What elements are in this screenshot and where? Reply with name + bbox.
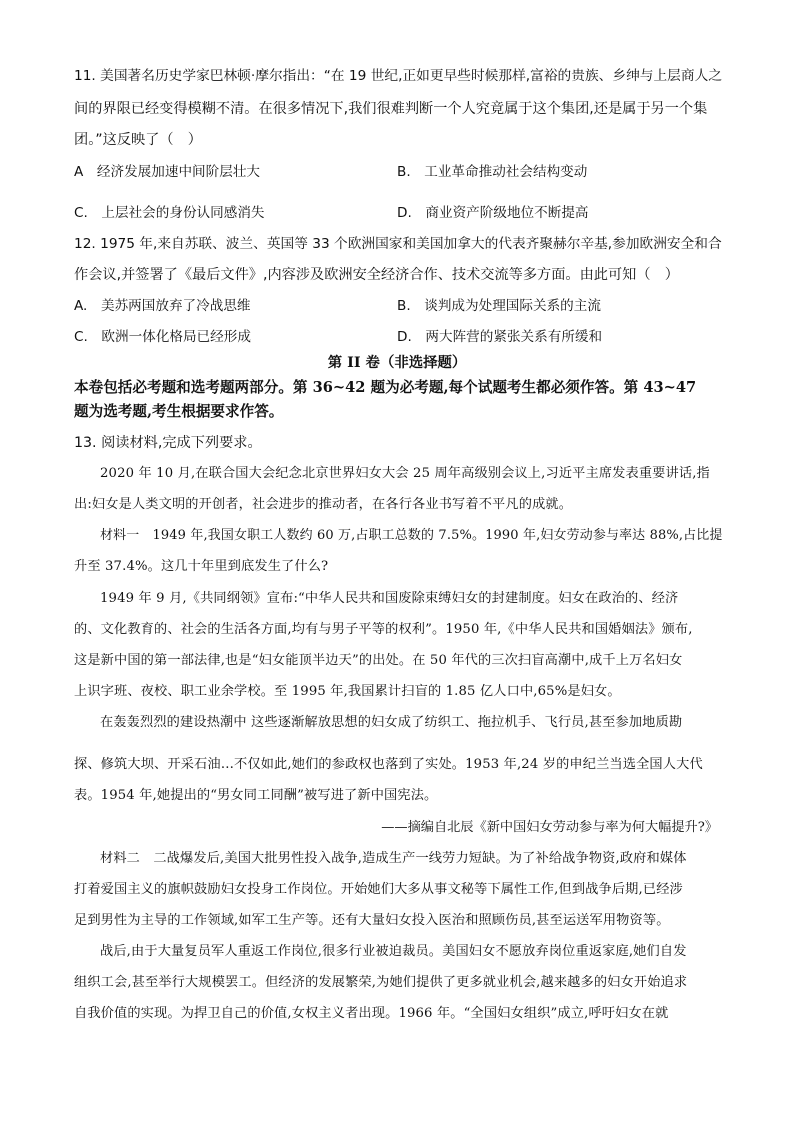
q13-line: 自我价值的实现。为捍卫自己的价值,女权主义者出现。1966 年。“全国妇女组织”成立,呼吁妇女在就 [74,1006,669,1021]
q12-option-c: C. 欧洲一体化格局已经形成 [74,329,251,345]
q13-line: 升至 37.4%。这几十年里到底发生了什么? [74,559,329,574]
q13-line: 探、修筑大坝、开采石油…不仅如此,她们的参政权也落到了实处。1953 年,24 岁的申纪兰当选全国人大代 [74,757,703,772]
q11-line-2: 间的界限已经变得模糊不清。在很多情况下,我们很难判断一个人究竟属于这个集团,还是属于另一个集 [74,101,708,117]
q12-option-d: D. 两大阵营的紧张关系有所缓和 [397,329,603,345]
q13-prompt: 13. 阅读材料,完成下列要求。 [74,435,262,451]
q11-option-c: C. 上层社会的身份认同感消失 [74,205,265,221]
q12-option-a: A. 美苏两国放弃了冷战思维 [74,298,251,314]
q12-line-1: 12. 1975 年,来自苏联、波兰、英国等 33 个欧洲国家和美国加拿大的代表齐聚赫尔辛基,参加欧洲安全和合 [74,236,722,252]
q11-option-a: A 经济发展加速中间阶层壮大 [74,164,261,180]
q11-line-1: 11. 美国著名历史学家巴林顿·摩尔指出：“在 19 世纪,正如更早些时候那样,富裕的贵族、乡绅与上层商人之 [74,68,722,84]
section-intro-line-2: 题为选考题,考生根据要求作答。 [74,403,284,420]
q13-line: 表。1954 年,她提出的“男女同工同酬”被写进了新中国宪法。 [74,788,438,803]
q13-line: 打着爱国主义的旗帜鼓励妇女投身工作岗位。开始她们大多从事文秘等下属性工作,但到战争后期,已经涉 [74,882,683,897]
section-title: 第 II 卷（非选择题） [327,354,467,371]
q13-line: 1949 年 9 月,《共同纲领》宣布:“中华人民共和国废除束缚妇女的封建制度。妇女在政治的、经济 [100,591,679,606]
q12-option-b: B. 谈判成为处理国际关系的主流 [397,298,601,314]
q13-citation: ——摘编自北辰《新中国妇女劳动参与率为何大幅提升?》 [381,820,718,835]
q13-line: 上识字班、夜校、职工业余学校。至 1995 年,我国累计扫盲的 1.85 亿人口中,65%是妇女。 [74,684,621,699]
q13-line: 在轰轰烈烈的建设热潮中 这些逐渐解放思想的妇女成了纺织工、拖拉机手、飞行员,甚至参加地质勘 [100,715,683,730]
q13-line: 材料二 二战爆发后,美国大批男性投入战争,造成生产一线劳力短缺。为了补给战争物资,政府和媒体 [100,851,687,866]
q13-line: 材料一 1949 年,我国女职工人数约 60 万,占职工总数的 7.5%。1990 年,妇女劳动参与率达 88%,占比提 [100,528,723,543]
q13-line: 2020 年 10 月,在联合国大会纪念北京世界妇女大会 25 周年高级别会议上,习近平主席发表重要讲话,指 [100,466,710,481]
q11-option-d: D. 商业资产阶级地位不断提高 [397,205,589,221]
q13-line: 组织工会,甚至举行大规模罢工。但经济的发展繁荣,为她们提供了更多就业机会,越来越多的妇女开始追求 [74,975,688,990]
section-intro-line-1: 本卷包括必考题和选考题两部分。第 36~42 题为必考题,每个试题考生都必须作答。第 43~47 [74,379,697,396]
q13-line: 的、文化教育的、社会的生活各方面,均有与男子平等的权利”。1950 年,《中华人民共和国婚姻法》颁布, [74,622,693,637]
q13-line: 这是新中国的第一部法律,也是“妇女能顶半边天”的出处。在 50 年代的三次扫盲高潮中,成千上万名妇女 [74,653,683,668]
q13-line: 战后,由于大量复员军人重返工作岗位,很多行业被迫裁员。美国妇女不愿放弃岗位重返家庭,她们自发 [100,944,687,959]
q12-line-2: 作会议,并签署了《最后文件》,内容涉及欧洲安全经济合作、技术交流等多方面。由此可知（ ） [74,267,679,283]
q11-line-3: 团。”这反映了（ ） [74,132,202,148]
q13-line: 足到男性为主导的工作领域,如军工生产等。还有大量妇女投入医治和照顾伤员,甚至运送军用物资等。 [74,913,670,928]
q11-option-b: B. 工业革命推动社会结构变动 [397,164,588,180]
q13-line: 出:妇女是人类文明的开创者，社会进步的推动者，在各行各业书写着不平凡的成就。 [74,497,573,512]
